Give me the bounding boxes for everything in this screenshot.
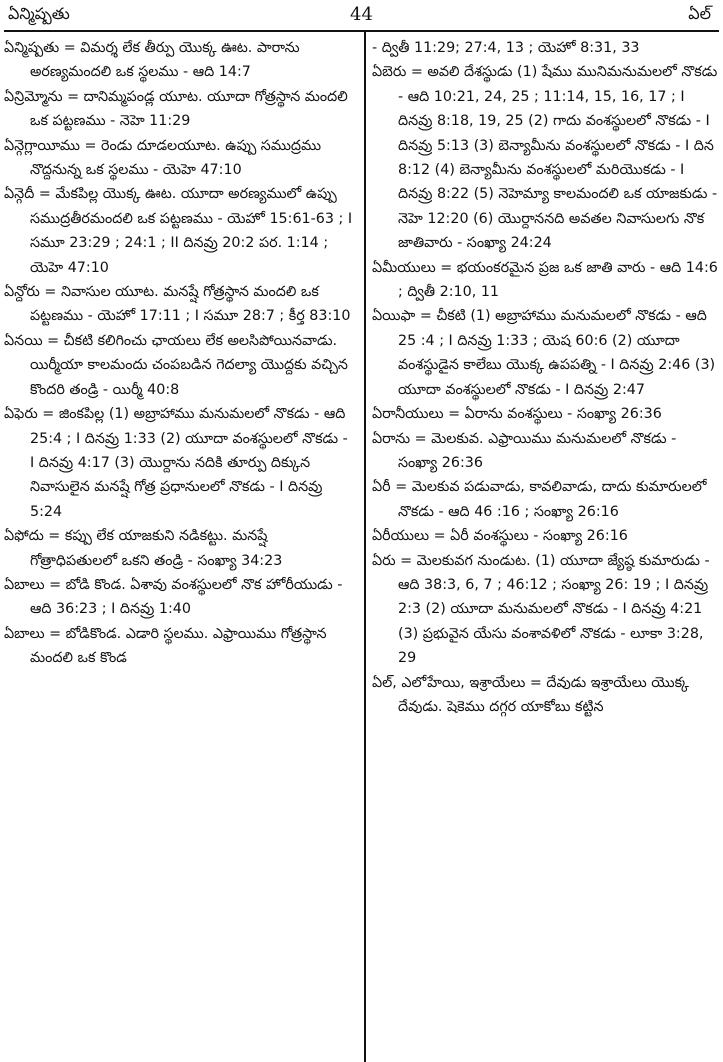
dictionary-entry: ఏరీయులు = ఏరీ వంశస్థులు - సంఖ్యా 26:16 — [372, 528, 628, 545]
column-divider — [364, 32, 366, 1062]
header-rule — [4, 30, 719, 32]
dictionary-entry: ఏల్, ఎలోహేయి, ఇశ్రాయేలు = దేవుడు ఇశ్రాయేలు యొక్క దేవుడు. షెకెము దగ్గర యాకోబు కట్టిన — [372, 674, 689, 715]
dictionary-entry: ఏమీయులు = భయంకరమైన ప్రజ ఒక జాతి వారు - ఆది 14:6 ; ద్వితీ 2:10, 11 — [372, 259, 718, 301]
dictionary-entry: ఏఫెరు = జింకపిల్ల (1) అబ్రాహాము మనుమలలో నొకడు - ఆది 25:4 ; I దినవ్రు 1:33 (2) యూదా వంశస్థులలో నొకడు - I దినవ్రు 4:17 (3) యొర్దాను నదికి తూర్పు దిక్కున నివాసులైన మనష్షే గోత్ర ప్రధానులలో నొకడు - I దినవ్రు 5:24 — [4, 406, 348, 520]
dictionary-entry: ఏన్గెదీ = మేకపిల్ల యొక్క ఊట. యూదా అరణ్యములో ఉప్పు సముద్రతీరమందలి ఒక పట్టణము - యెహో 15:61-63 ; I సమూ 23:29 ; 24:1 ; II దినవ్రు 20:2 పర. 1:14 ; యెహె 47:10 — [4, 186, 353, 276]
dictionary-entry: ఏయిఫా = చీకటి (1) అబ్రాహాము మనుమలలో నొకడు - ఆది 25 :4 ; I దినవ్రు 1:33 ; యెష 60:6 (2) యూదా వంశస్థుడైన కాలేబు యొక్క ఉపపత్ని - I దినవ్రు 2:46 (3) యూదా వంశస్థులలో నొకడు - I దినవ్రు 2:47 — [372, 308, 716, 398]
dictionary-entry: ఏబాలు = బోడి కొండ. ఏశావు వంశస్థులలో నొక హోరీయుడు - ఆది 36:23 ; I దినవ్రు 1:40 — [4, 576, 343, 618]
dictionary-entry: ఏన్మిష్పతు = విమర్శ లేక తీర్పు యొక్క ఊట. పారాను అరణ్యమందలి ఒక స్థలము - ఆది 14:7 — [4, 40, 300, 81]
dictionary-entry: ఏరాను = మెలకువ. ఎఫ్రాయిము మనుమలలో నొకడు - సంఖ్యా 26:36 — [372, 430, 677, 471]
dictionary-entry: ఏనయి = చీకటి కలిగించు ఛాయలు లేక అలసిపోయినవాడు. యిర్మీయా కాలమందు చంపబడిన గెదల్యా యొద్దకు వచ్చిన కొందరి తండ్రి - యిర్మీ 40:8 — [4, 332, 348, 398]
page-number: 44 — [350, 4, 373, 25]
running-head-left: ఏన్మిష్పతు — [8, 4, 70, 23]
dictionary-entry: ఏన్దోరు = నివాసుల యూట. మనష్షే గోత్రస్థాన మందలి ఒక పట్టణము - యెహో 17:11 ; I సమూ 28:7 ; కీర్త 83:10 — [4, 284, 351, 325]
dictionary-entry: ఏబాలు = బోడికొండ. ఎడారి స్థలము. ఎఫ్రాయిము గోత్రస్థాన మందలి ఒక కొండ — [4, 625, 327, 667]
dictionary-entry: ఏఫోదు = కప్పు లేక యాజకుని నడికట్టు. మనష్షే గోత్రాధిపతులలో ఒకని తండ్రి - సంఖ్యా 34:23 — [4, 528, 283, 569]
right-column — [372, 36, 718, 719]
left-column — [4, 36, 356, 671]
dictionary-entry: ఏరీ = మెలకువ పడువాడు, కావలివాడు, దాదు కుమారులలో నొకడు - ఆది 46 :16 ; సంఖ్యా 26:16 — [372, 479, 707, 520]
dictionary-entry: ఏబెరు = అవలి దేశస్థుడు (1) షేము మునిమనుమలలో నొకడు - ఆది 10:21, 24, 25 ; 11:14, 15, 16, 17 ; I దినవ్రు 8:18, 19, 25 (2) గాదు వంశస్థులలో నొకడు - I దినవ్రు 5:13 (3) బెన్యామీను వంశస్థులలో నొకడు - I దిన 8:12 (4) బెన్యామీను వంశస్థులలో మరియొకడు - I దినవ్రు 8:22 (5) నెహెమ్యా కాలమందలి ఒక యాజకుడు - నెహె 12:20 (6) యొర్దాననది అవతల నివాసులగు నొక జాతివారు - సంఖ్యా 24:24 — [372, 64, 718, 252]
running-head-right: ఏల్ — [688, 4, 711, 23]
dictionary-entry: ఏరానీయులు = ఏరాను వంశస్థులు - సంఖ్యా 26:36 — [372, 406, 662, 423]
page-header — [0, 0, 723, 30]
dictionary-entry: ఏరు = మెలకువగ నుండుట. (1) యూదా జ్యేష్ఠ కుమారుడు - ఆది 38:3, 6, 7 ; 46:12 ; సంఖ్యా 26: 19 ; I దినవ్రు 2:3 (2) యూదా మనుమలలో నొకడు - I దినవ్రు 4:21 (3) ప్రభువైన యేసు వంశావళిలో నొకడు - లూకా 3:28, 29 — [372, 552, 710, 667]
dictionary-entry: ఏన్రిమ్మోను = దానిమ్మపండ్ల యూట. యూదా గోత్రస్థాన మందలి ఒక పట్టణము - నెహె 11:29 — [4, 88, 348, 130]
dictionary-entry: ఏన్గెగ్లాయీము = రెండు దూడలయూట. ఉప్పు సముద్రము నొద్దనున్న ఒక స్థలము - యెహె 47:10 — [4, 137, 322, 179]
dictionary-entry: - ద్వితీ 11:29; 27:4, 13 ; యెహో 8:31, 33 — [372, 40, 640, 56]
